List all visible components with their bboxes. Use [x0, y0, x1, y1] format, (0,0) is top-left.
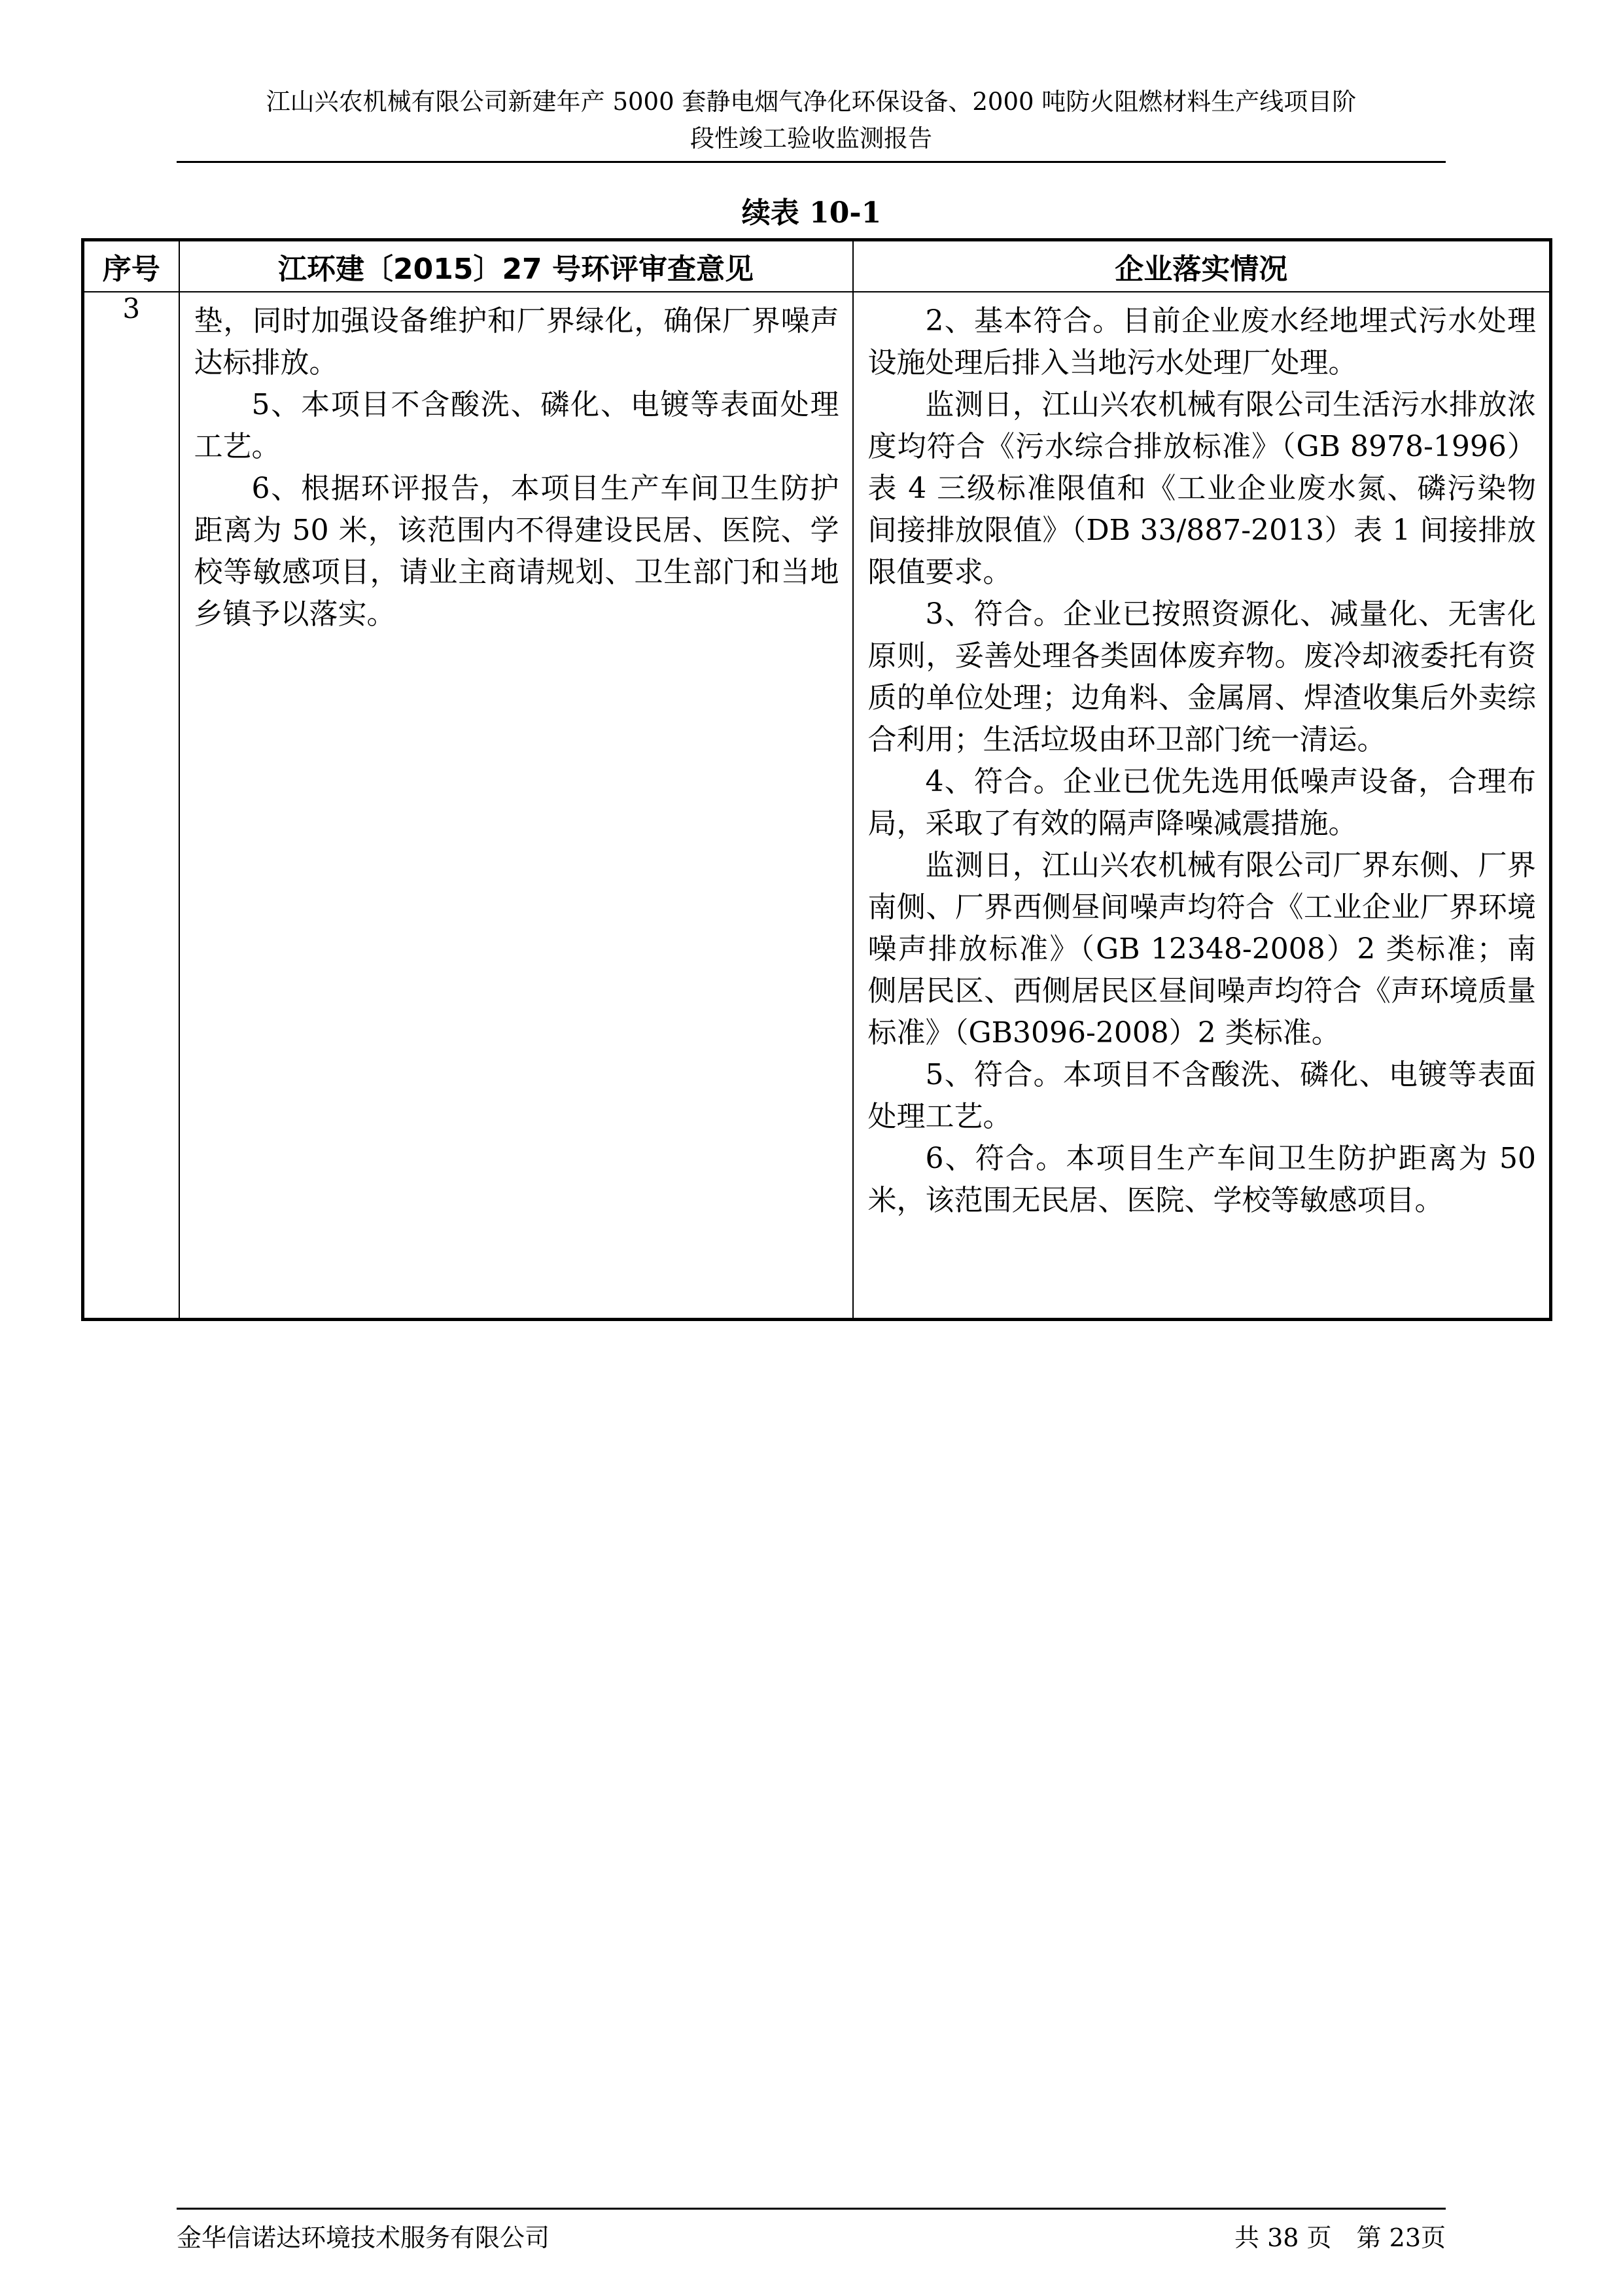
footer-company: 金华信诺达环境技术服务有限公司 — [177, 2223, 550, 2252]
column-header-seq: 序号 — [83, 240, 179, 292]
column-header-implementation: 企业落实情况 — [853, 240, 1551, 292]
implementation-paragraph: 3、符合。企业已按照资源化、减量化、无害化原则，妥善处理各类固体废弃物。废冷却液委托有资质的单位处理；边角料、金属屑、焊渣收集后外卖综合利用；生活垃圾由环卫部门统一清运。 — [867, 597, 1536, 756]
table-header-row — [83, 240, 1551, 292]
column-header-opinion: 江环建〔2015〕27 号环评审查意见 — [179, 240, 853, 292]
header-title-line-2: 段性竣工验收监测报告 — [690, 124, 932, 152]
header-title-line-1: 江山兴农机械有限公司新建年产 5000 套静电烟气净化环保设备、2000 吨防火阻燃材料生产线项目阶 — [266, 88, 1357, 116]
opinion-paragraph: 5、本项目不含酸洗、磷化、电镀等表面处理工艺。 — [194, 388, 839, 463]
opinion-paragraph: 6、根据环评报告，本项目生产车间卫生防护距离为 50 米，该范围内不得建设民居、医院、学校等敏感项目，请业主商请规划、卫生部门和当地乡镇予以落实。 — [194, 472, 839, 631]
implementation-paragraph: 5、符合。本项目不含酸洗、磷化、电镀等表面处理工艺。 — [867, 1058, 1536, 1133]
opinion-paragraph: 垫，同时加强设备维护和厂界绿化，确保厂界噪声达标排放。 — [194, 304, 839, 380]
footer-page-number: 共 38 页 第 23页 — [1234, 2223, 1446, 2252]
review-table — [81, 238, 1552, 1321]
row-seq-number: 3 — [83, 292, 179, 1320]
implementation-paragraph: 监测日，江山兴农机械有限公司生活污水排放浓度均符合《污水综合排放标准》（GB 8978-1996）表 4 三级标准限值和《工业企业废水氮、磷污染物间接排放限值》（DB 33/887-2013）表 1 间接排放限值要求。 — [867, 388, 1536, 589]
page-header — [177, 84, 1446, 157]
implementation-paragraph: 2、基本符合。目前企业废水经地埋式污水处理设施处理后排入当地污水处理厂处理。 — [867, 304, 1536, 380]
table-caption: 续表 10-1 — [741, 196, 882, 230]
implementation-cell — [853, 292, 1551, 1320]
implementation-paragraph: 4、符合。企业已优先选用低噪声设备，合理布局，采取了有效的隔声降噪减震措施。 — [867, 765, 1536, 840]
table-row — [83, 292, 1551, 1320]
header-divider — [177, 161, 1446, 163]
implementation-paragraph: 监测日，江山兴农机械有限公司厂界东侧、厂界南侧、厂界西侧昼间噪声均符合《工业企业厂界环境噪声排放标准》（GB 12348-2008）2 类标准；南侧居民区、西侧居民区昼间噪声均符合《声环境质量标准》（GB3096-2008）2 类标准。 — [867, 849, 1536, 1050]
footer-divider — [177, 2208, 1446, 2210]
opinion-cell — [179, 292, 853, 1320]
implementation-paragraph: 6、符合。本项目生产车间卫生防护距离为 50 米，该范围无民居、医院、学校等敏感项目。 — [867, 1142, 1536, 1217]
